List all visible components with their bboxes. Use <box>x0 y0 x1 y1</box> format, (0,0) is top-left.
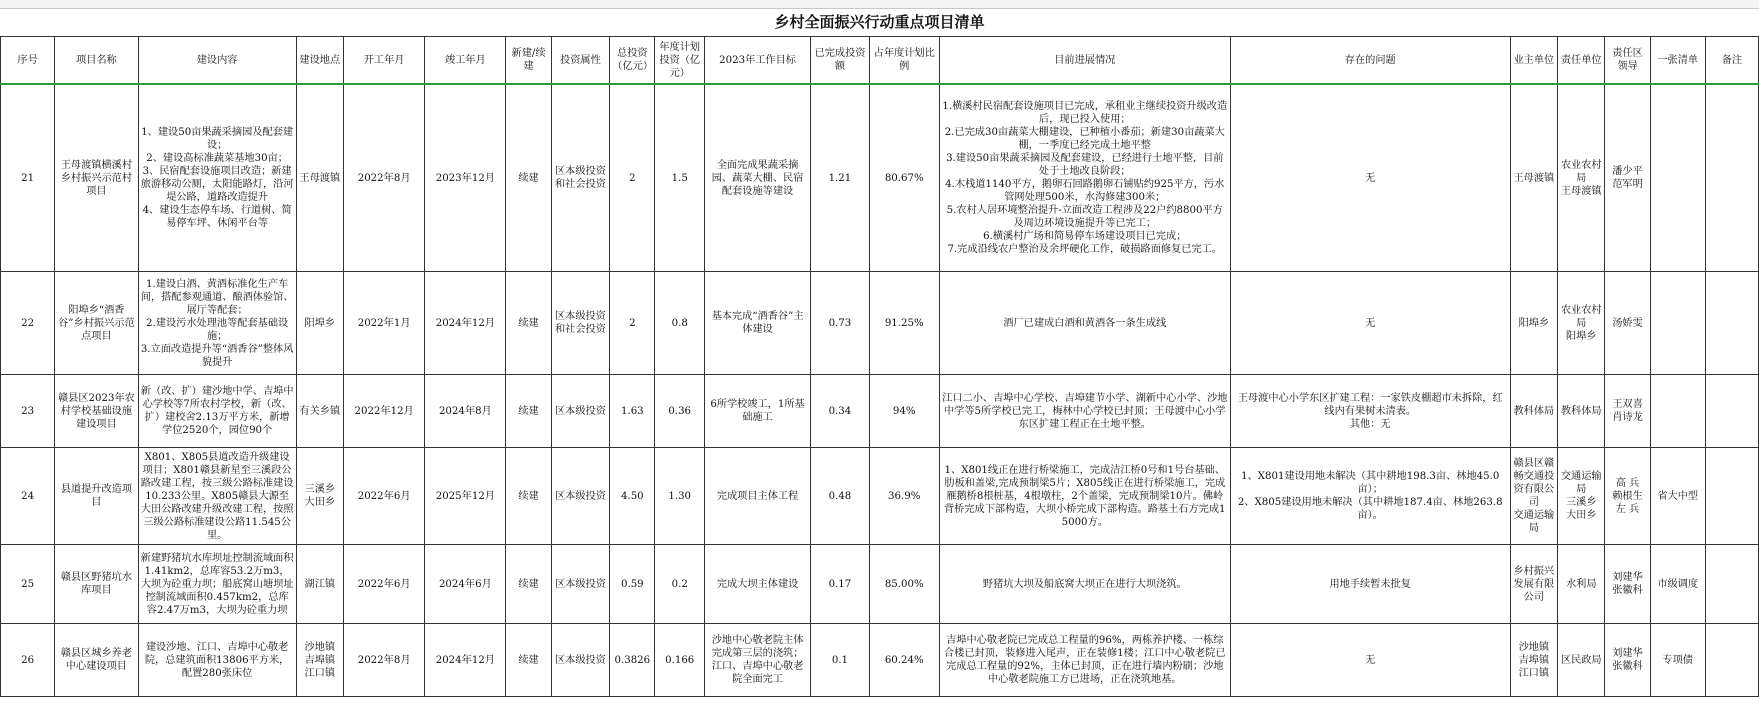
cell-resp[interactable] <box>1558 545 1605 624</box>
header-cell[interactable]: 序号 <box>1 37 55 85</box>
cell-attr[interactable] <box>551 545 610 624</box>
cell-content[interactable] <box>138 624 296 697</box>
cell-text: 0.1 <box>831 654 849 666</box>
cell-text: 2022年6月 <box>357 490 411 502</box>
table-row <box>1 545 1759 624</box>
cell-done[interactable] <box>811 375 870 448</box>
cell-text: 0.34 <box>828 405 852 417</box>
cell-ratio[interactable] <box>869 545 939 624</box>
header-cell[interactable]: 目前进展情况 <box>939 37 1230 85</box>
header-cell[interactable]: 建设地点 <box>296 37 343 85</box>
cell-text: 2024年12月 <box>435 317 495 329</box>
cell-text: 赣县区野猪坑水库项目 <box>60 572 133 596</box>
cell-text: 酒厂已建成白酒和黄酒各一条生成线 <box>1003 317 1167 329</box>
cell-text: 省大中型 <box>1657 490 1699 502</box>
cell-issue[interactable] <box>1230 624 1510 697</box>
cell-text: 王母渡镇 <box>299 172 341 184</box>
cell-list[interactable] <box>1650 375 1705 448</box>
cell-text: 1、建设50亩果蔬采摘园及配套建设； 2、建设高标准蔬菜基地30亩； 3、民宿配套设施项目改造；新建旅游移动公厕，太阳能路灯，沿河堤公路，道路改造提升 4、建设生态停车场、行道树、简易停车坪、休闲平台等 <box>140 127 294 229</box>
cell-location[interactable] <box>296 624 343 697</box>
cell-goal[interactable] <box>705 375 811 448</box>
cell-total[interactable] <box>610 624 655 697</box>
cell-text: 赣县区赣畅交通投资有限公司 交通运输局 <box>1513 458 1555 534</box>
cell-text: 教科体局 <box>1513 405 1555 417</box>
cell-location[interactable] <box>296 448 343 545</box>
cell-issue[interactable] <box>1230 448 1510 545</box>
cell-text: 阳埠乡“酒香谷”乡村振兴示范点项目 <box>58 304 135 342</box>
cell-text: 无 <box>1365 317 1376 329</box>
cell-text: 新（改、扩）建沙地中学、吉埠中心学校等7所农村学校，新（改、扩）建校舍2.13万平方米，新增学位2520个，园位90个 <box>140 386 294 436</box>
cell-text: 阳埠乡 <box>304 317 336 329</box>
cell-no[interactable] <box>1 545 55 624</box>
cell-goal[interactable] <box>705 84 811 272</box>
cell-start[interactable] <box>344 448 425 545</box>
header-cell[interactable]: 业主单位 <box>1510 37 1557 85</box>
cell-text: 2022年8月 <box>357 654 411 666</box>
cell-end[interactable] <box>425 375 506 448</box>
cell-content[interactable] <box>138 84 296 272</box>
cell-goal[interactable] <box>705 545 811 624</box>
cell-ratio[interactable] <box>869 624 939 697</box>
header-cell[interactable]: 竣工年月 <box>425 37 506 85</box>
cell-done[interactable] <box>811 545 870 624</box>
cell-annual[interactable] <box>655 84 705 272</box>
cell-text: 25 <box>21 578 35 590</box>
header-cell[interactable]: 责任区领导 <box>1605 37 1650 85</box>
cell-content[interactable] <box>138 375 296 448</box>
cell-annual[interactable] <box>655 624 705 697</box>
cell-start[interactable] <box>344 84 425 272</box>
cell-total[interactable] <box>610 375 655 448</box>
cell-note[interactable] <box>1705 272 1758 375</box>
cell-total[interactable] <box>610 84 655 272</box>
cell-list[interactable] <box>1650 84 1705 272</box>
cell-text: 0.17 <box>828 578 852 590</box>
cell-text: 县道提升改造项目 <box>60 484 133 508</box>
cell-text: 1.建设白酒、黄酒标准化生产车间，搭配参观通道、酿酒体验馆、展厅等配套； 2.建设污水处理池等配套基础设施； 3.立面改造提升等“酒香谷”整体风貌提升 <box>140 278 294 368</box>
cell-note[interactable] <box>1705 375 1758 448</box>
cell-annual[interactable] <box>655 448 705 545</box>
cell-text: 水利局 <box>1565 578 1597 590</box>
cell-attr[interactable] <box>551 375 610 448</box>
cell-text: 吉埠中心敬老院已完成总工程量的96%，两栋养护楼、一栋综合楼已封顶，装修进入尾声，正在装修1楼；江口中心敬老院已完成总工程量的92%，主体已封顶，正在进行墙内粉刷；沙地中心敬老院施工方已进场，正在浇筑地基。 <box>944 635 1226 685</box>
cell-progress[interactable] <box>939 624 1230 697</box>
cell-text: 2024年8月 <box>438 405 492 417</box>
cell-text: 三溪乡 大田乡 <box>304 484 336 508</box>
cell-text: 全面完成果蔬采摘园、蔬菜大棚、民宿配套设施等建设 <box>711 159 804 197</box>
project-table <box>0 36 1759 697</box>
cell-location[interactable] <box>296 84 343 272</box>
header-row <box>1 37 1759 85</box>
cell-text: 江口二小、吉埠中心学校、吉埠建节小学、湖新中心小学、沙地中学等5所学校已完工，梅林中心学校已封顶；王母渡中心小学东区扩建工程正在土地平整。 <box>942 392 1228 430</box>
cell-text: 0.48 <box>828 490 852 502</box>
cell-done[interactable] <box>811 448 870 545</box>
cell-text: 24 <box>21 490 35 502</box>
cell-text: 王母渡中心小学东区扩建工程：一家铁皮棚超市未拆除，红线内有果树未清表。 其他：无 <box>1237 392 1503 430</box>
cell-name[interactable] <box>55 375 138 448</box>
cell-type[interactable] <box>506 375 551 448</box>
cell-list[interactable] <box>1650 448 1705 545</box>
cell-annual[interactable] <box>655 375 705 448</box>
cell-text: 沙地镇 吉埠镇 江口镇 <box>1518 641 1550 679</box>
cell-text: 续建 <box>518 172 539 184</box>
cell-text: 0.36 <box>668 405 692 417</box>
cell-text: 赣县区城乡养老中心建设项目 <box>60 648 133 672</box>
cell-text: 完成大坝主体建设 <box>716 578 799 590</box>
cell-list[interactable] <box>1650 624 1705 697</box>
cell-text: 2022年1月 <box>357 317 411 329</box>
cell-text: 21 <box>21 172 35 184</box>
header-cell[interactable]: 备注 <box>1705 37 1758 85</box>
cell-owner[interactable] <box>1510 545 1557 624</box>
cell-text: 80.67% <box>884 172 924 184</box>
cell-attr[interactable] <box>551 272 610 375</box>
cell-content[interactable] <box>138 272 296 375</box>
cell-text: 2025年12月 <box>435 490 495 502</box>
cell-owner[interactable] <box>1510 448 1557 545</box>
cell-text: 完成项目主体工程 <box>716 490 799 502</box>
cell-ratio[interactable] <box>869 84 939 272</box>
cell-location[interactable] <box>296 272 343 375</box>
header-cell[interactable]: 责任单位 <box>1558 37 1605 85</box>
cell-total[interactable] <box>610 272 655 375</box>
cell-type[interactable] <box>506 272 551 375</box>
cell-location[interactable] <box>296 545 343 624</box>
cell-end[interactable] <box>425 545 506 624</box>
cell-goal[interactable] <box>705 624 811 697</box>
cell-text: 赣县区2023年农村学校基础设施建设项目 <box>57 392 135 430</box>
cell-text: 91.25% <box>884 317 924 329</box>
header-cell[interactable]: 年度计划投资（亿元） <box>655 37 705 85</box>
cell-issue[interactable] <box>1230 545 1510 624</box>
header-cell[interactable]: 存在的问题 <box>1230 37 1510 85</box>
cell-no[interactable] <box>1 84 55 272</box>
cell-text: 王母渡镇 <box>1513 172 1555 184</box>
cell-name[interactable] <box>55 624 138 697</box>
cell-owner[interactable] <box>1510 624 1557 697</box>
cell-type[interactable] <box>506 84 551 272</box>
cell-text: 续建 <box>518 578 539 590</box>
cell-list[interactable] <box>1650 272 1705 375</box>
cell-text: 1.横溪村民宿配套设施项目已完成，承租业主继续投资升级改造后，现已投入使用； 2.已完成30亩蔬菜大棚建设，已种植小番茄；新建30亩蔬菜大棚，一季度已经完成土地平整 3.建设50亩果蔬采摘园及配套建设，已经进行土地平整，目前处于土地改良阶段； 4.木栈道1140平方，鹅卵石回路鹅卵石铺贴约925平方，污水管网处理500米，水沟修建300米； 5.农村人居环境整治提升-立面改造工程涉及22户约8800平方及周边环境设施提升等已完工； 6.横溪村广场和简易停车场建设项目已完成； 7.完成沿线农户整治及余坪硬化工作，破损路面修复已完工。 <box>942 101 1228 255</box>
table-row <box>1 375 1759 448</box>
header-cell[interactable]: 投资属性 <box>551 37 610 85</box>
cell-text: 2023年12月 <box>435 172 495 184</box>
table-row <box>1 84 1759 272</box>
cell-text: 农业农村局 阳埠乡 <box>1560 304 1602 342</box>
cell-text: 2022年6月 <box>357 578 411 590</box>
cell-end[interactable] <box>425 272 506 375</box>
cell-text: 2024年12月 <box>435 654 495 666</box>
header-cell[interactable]: 新建/续建 <box>506 37 551 85</box>
cell-text: 市级调度 <box>1657 578 1699 590</box>
cell-ratio[interactable] <box>869 448 939 545</box>
cell-text: 乡村振兴发展有限公司 <box>1513 565 1555 603</box>
cell-text: 94% <box>892 405 916 417</box>
cell-resp[interactable] <box>1558 375 1605 448</box>
cell-text: 22 <box>21 317 35 329</box>
cell-text: 2022年8月 <box>357 172 411 184</box>
cell-type[interactable] <box>506 624 551 697</box>
header-cell[interactable]: 占年度计划比例 <box>869 37 939 85</box>
cell-goal[interactable] <box>705 272 811 375</box>
header-cell[interactable]: 2023年工作目标 <box>705 37 811 85</box>
cell-total[interactable] <box>610 545 655 624</box>
cell-text: 2 <box>629 317 636 329</box>
cell-text: 有关乡镇 <box>299 405 341 417</box>
sheet-title: 乡村全面振兴行动重点项目清单 <box>774 13 985 31</box>
cell-start[interactable] <box>344 375 425 448</box>
cell-text: 新建野猪坑水库坝址控制流域面积1.41km2，总库容53.2万m3，大坝为砼重力坝；船底窝山塘坝址控制流域面积0.457km2，总库容2.47万m3，大坝为砼重力坝 <box>140 552 294 616</box>
cell-text: 阳埠乡 <box>1518 317 1550 329</box>
cell-text: 26 <box>21 654 35 666</box>
cell-owner[interactable] <box>1510 272 1557 375</box>
cell-location[interactable] <box>296 375 343 448</box>
cell-resp[interactable] <box>1558 272 1605 375</box>
cell-type[interactable] <box>506 545 551 624</box>
cell-ratio[interactable] <box>869 272 939 375</box>
cell-resp[interactable] <box>1558 448 1605 545</box>
cell-leader[interactable] <box>1605 272 1650 375</box>
cell-leader[interactable] <box>1605 624 1650 697</box>
cell-end[interactable] <box>425 84 506 272</box>
header-cell[interactable]: 建设内容 <box>138 37 296 85</box>
cell-text: 续建 <box>518 405 539 417</box>
cell-text: 2022年12月 <box>354 405 414 417</box>
header-cell[interactable]: 开工年月 <box>344 37 425 85</box>
cell-annual[interactable] <box>655 272 705 375</box>
cell-text: 沙地镇 吉埠镇 江口镇 <box>304 641 336 679</box>
cell-text: 用地手续暂未批复 <box>1329 578 1411 590</box>
cell-text: 23 <box>21 405 35 417</box>
cell-total[interactable] <box>610 448 655 545</box>
cell-name[interactable] <box>55 545 138 624</box>
header-cell[interactable]: 项目名称 <box>55 37 138 85</box>
cell-progress[interactable] <box>939 272 1230 375</box>
cell-content[interactable] <box>138 448 296 545</box>
header-cell[interactable]: 一张清单 <box>1650 37 1705 85</box>
cell-leader[interactable] <box>1605 375 1650 448</box>
cell-start[interactable] <box>344 624 425 697</box>
cell-note[interactable] <box>1705 84 1758 272</box>
cell-text: 36.9% <box>888 490 921 502</box>
cell-done[interactable] <box>811 84 870 272</box>
cell-done[interactable] <box>811 272 870 375</box>
cell-text: 0.8 <box>671 317 688 329</box>
cell-note[interactable] <box>1705 448 1758 545</box>
cell-text: 湖江镇 <box>304 578 336 590</box>
table-row <box>1 448 1759 545</box>
cell-list[interactable] <box>1650 545 1705 624</box>
cell-text: 0.73 <box>828 317 852 329</box>
cell-content[interactable] <box>138 545 296 624</box>
cell-issue[interactable] <box>1230 84 1510 272</box>
cell-issue[interactable] <box>1230 375 1510 448</box>
cell-text: 教科体局 <box>1560 405 1602 417</box>
cell-owner[interactable] <box>1510 375 1557 448</box>
cell-attr[interactable] <box>551 448 610 545</box>
cell-text: 1.63 <box>620 405 644 417</box>
cell-text: 区本级投资 <box>554 654 606 666</box>
cell-text: 区本级投资 <box>554 405 606 417</box>
cell-text: 农业农村局 王母渡镇 <box>1560 159 1602 197</box>
cell-progress[interactable] <box>939 84 1230 272</box>
table-row <box>1 624 1759 697</box>
cell-progress[interactable] <box>939 545 1230 624</box>
cell-text: 1、X801建设用地未解决（其中耕地198.3亩、林地45.0亩）； 2、X805建设用地未解决（其中耕地187.4亩、林地263.8亩）。 <box>1237 471 1503 521</box>
cell-text: 6所学校竣工，1所基础施工 <box>710 399 805 423</box>
cell-text: 无 <box>1365 654 1376 666</box>
cell-text: 建设沙地、江口、吉埠中心敬老院，总建筑面积13806平方米，配置280张床位 <box>144 641 290 679</box>
cell-goal[interactable] <box>705 448 811 545</box>
cell-note[interactable] <box>1705 624 1758 697</box>
cell-leader[interactable] <box>1605 448 1650 545</box>
cell-resp[interactable] <box>1558 624 1605 697</box>
cell-end[interactable] <box>425 448 506 545</box>
cell-text: 区本级投资和社会投资 <box>554 311 606 335</box>
table-row <box>1 272 1759 375</box>
cell-text: 无 <box>1365 172 1376 184</box>
cell-no[interactable] <box>1 272 55 375</box>
cell-text: 0.59 <box>620 578 644 590</box>
cell-ratio[interactable] <box>869 375 939 448</box>
cell-name[interactable] <box>55 272 138 375</box>
cell-leader[interactable] <box>1605 84 1650 272</box>
cell-text: 汤娇雯 <box>1612 317 1643 329</box>
cell-owner[interactable] <box>1510 84 1557 272</box>
cell-text: 刘建华 张徽科 <box>1612 572 1643 596</box>
cell-text: 交通运输局 三溪乡 大田乡 <box>1560 471 1602 521</box>
cell-text: 1.21 <box>828 172 852 184</box>
cell-text: 潘少平 范军明 <box>1612 166 1643 190</box>
cell-text: 野猪坑大坝及船底窝大坝正在进行大坝浇筑。 <box>982 578 1187 590</box>
cell-attr[interactable] <box>551 84 610 272</box>
cell-issue[interactable] <box>1230 272 1510 375</box>
cell-text: 0.166 <box>665 654 695 666</box>
cell-text: X801、X805县道改造升级建设项目；X801赣县新星至三溪段公路改建工程，按三级公路标准建设10.233公里。X805赣县大源至大田公路改建升级改建工程，按照三级公路标准建设公路11.545公里。 <box>140 451 294 541</box>
header-cell[interactable]: 已完成投资额 <box>811 37 870 85</box>
cell-text: 4.50 <box>620 490 644 502</box>
cell-text: 区本级投资和社会投资 <box>554 166 606 190</box>
cell-no[interactable] <box>1 448 55 545</box>
cell-attr[interactable] <box>551 624 610 697</box>
cell-text: 基本完成“酒香谷”主体建设 <box>711 311 804 335</box>
cell-done[interactable] <box>811 624 870 697</box>
cell-text: 2 <box>629 172 636 184</box>
cell-type[interactable] <box>506 448 551 545</box>
cell-name[interactable] <box>55 84 138 272</box>
cell-text: 高 兵 赖根生 左 兵 <box>1612 477 1643 515</box>
cell-text: 续建 <box>518 317 539 329</box>
cell-text: 区本级投资 <box>554 578 606 590</box>
cell-text: 刘建华 张徽科 <box>1612 648 1643 672</box>
cell-resp[interactable] <box>1558 84 1605 272</box>
cell-note[interactable] <box>1705 545 1758 624</box>
cell-start[interactable] <box>344 272 425 375</box>
cell-annual[interactable] <box>655 545 705 624</box>
cell-text: 2024年6月 <box>438 578 492 590</box>
cell-text: 1.30 <box>668 490 692 502</box>
cell-no[interactable] <box>1 624 55 697</box>
cell-text: 区民政局 <box>1560 654 1602 666</box>
cell-text: 0.2 <box>671 578 688 590</box>
cell-start[interactable] <box>344 545 425 624</box>
cell-text: 85.00% <box>884 578 924 590</box>
cell-text: 续建 <box>518 490 539 502</box>
cell-text: 王母渡镇横溪村乡村振兴示范村项目 <box>60 159 133 197</box>
cell-text: 沙地中心敬老院主体完成第三层的浇筑；江口、吉埠中心敬老院全面完工 <box>711 635 804 685</box>
cell-text: 1、X801线正在进行桥梁施工，完成洁江桥0号和1号台基础、肋板和盖梁,完成预制梁5片；X805线正在进行桥梁施工，完成雁鹅桥8根桩基，4根墩柱，2个盖梁，完成预制梁10片。佛岭背桥完成下部构造，大坝小桥完成下部构造。路基土石方完成15000方。 <box>944 464 1226 528</box>
header-cell[interactable]: 总投资（亿元） <box>610 37 655 85</box>
cell-text: 续建 <box>518 654 539 666</box>
cell-no[interactable] <box>1 375 55 448</box>
cell-progress[interactable] <box>939 375 1230 448</box>
cell-text: 王双喜 肖诗龙 <box>1612 399 1643 423</box>
cell-leader[interactable] <box>1605 545 1650 624</box>
cell-text: 专项债 <box>1662 654 1693 666</box>
cell-text: 区本级投资 <box>554 490 606 502</box>
cell-name[interactable] <box>55 448 138 545</box>
cell-text: 1.5 <box>671 172 688 184</box>
cell-progress[interactable] <box>939 448 1230 545</box>
cell-end[interactable] <box>425 624 506 697</box>
cell-text: 60.24% <box>884 654 924 666</box>
cell-text: 0.3826 <box>614 654 651 666</box>
